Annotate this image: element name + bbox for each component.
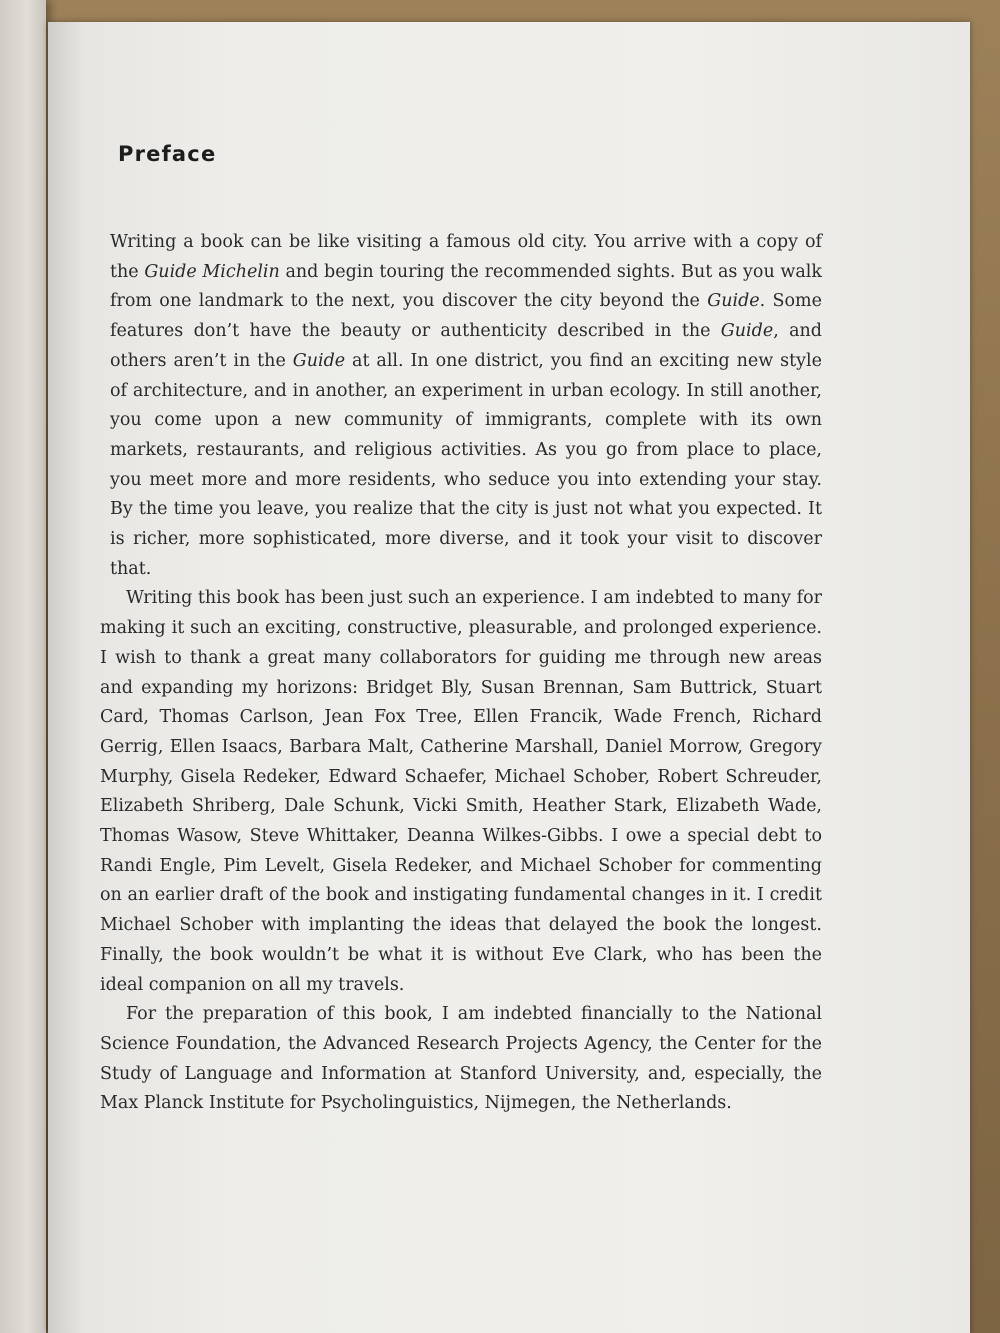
paragraph-1-text-a: Writing a book can be like visiting a famous old city. You arrive with a copy of the [110, 232, 822, 282]
paragraph-1-title-guide-2: Guide [720, 321, 774, 342]
book-page [48, 22, 970, 1333]
page-title: Preface [118, 142, 217, 166]
paragraph-1-text-c: . Some features don’t have the beauty or authenticity described in the [110, 291, 822, 342]
facing-page-edge [0, 0, 46, 1333]
paragraph-1-title-guide-michelin: Guide Michelin [144, 261, 280, 282]
paragraph-1 [100, 228, 822, 584]
paragraph-1-text-b: and begin touring the recommended sights. But as you walk from one landmark to the next, you discover the city beyond the [110, 261, 822, 312]
preface-body [100, 228, 822, 1119]
page-content [100, 142, 822, 1119]
paragraph-1-title-guide-1: Guide [707, 291, 760, 312]
paragraph-1-text-d: , and others aren’t in the [110, 321, 822, 371]
paragraph-2: Writing this book has been just such an experience. I am indebted to many for making it such an exciting, constructive, pleasurable, and prolonged experience. I wish to thank a great many collaborators for guiding me through new areas and expanding my horizons: Bridget Bly, Susan Brennan, Sam Buttrick, Stuart Card, Thomas Carlson, Jean Fox Tree, Ellen Francik, Wade French, Richard Gerrig, Ellen Isaacs, Barbara Malt, Catherine Marshall, Daniel Morrow, Gregory Murphy, Gisela Redeker, Edward Schaefer, Michael Schober, Robert Schreuder, Elizabeth Shriberg, Dale Schunk, Vicki Smith, Heather Stark, Elizabeth Wade, Thomas Wasow, Steve Whittaker, Deanna Wilkes-Gibbs. I owe a special debt to Randi Engle, Pim Levelt, Gisela Redeker, and Michael Schober for commenting on an earlier draft of the book and instigating fundamental changes in it. I credit Michael Schober with implanting the ideas that delayed the book the longest. Finally, the book wouldn’t be what it is without Eve Clark, who has been the ideal companion on all my travels. [100, 588, 822, 995]
paragraph-1-title-guide-3: Guide [292, 350, 346, 371]
paragraph-3: For the preparation of this book, I am indebted financially to the National Science Foundation, the Advanced Research Projects Agency, the Center for the Study of Language and Information at Stanford University, and, especially, the Max Planck Institute for Psycholinguistics, Nijmegen, the Netherlands. [100, 1004, 822, 1114]
paragraph-1-text-e: at all. In one district, you find an exciting new style of architecture, and in another, an experiment in urban ecology. In still another, you come upon a new community of immigrants, complete with its own markets, restaurants, and religious activities. As you go from place to place, you meet more and more residents, who seduce you into extending your stay. By the time you leave, you realize that the city is just not what you expected. It is richer, more sophisticated, more diverse, and it took your visit to discover that. [110, 350, 822, 579]
